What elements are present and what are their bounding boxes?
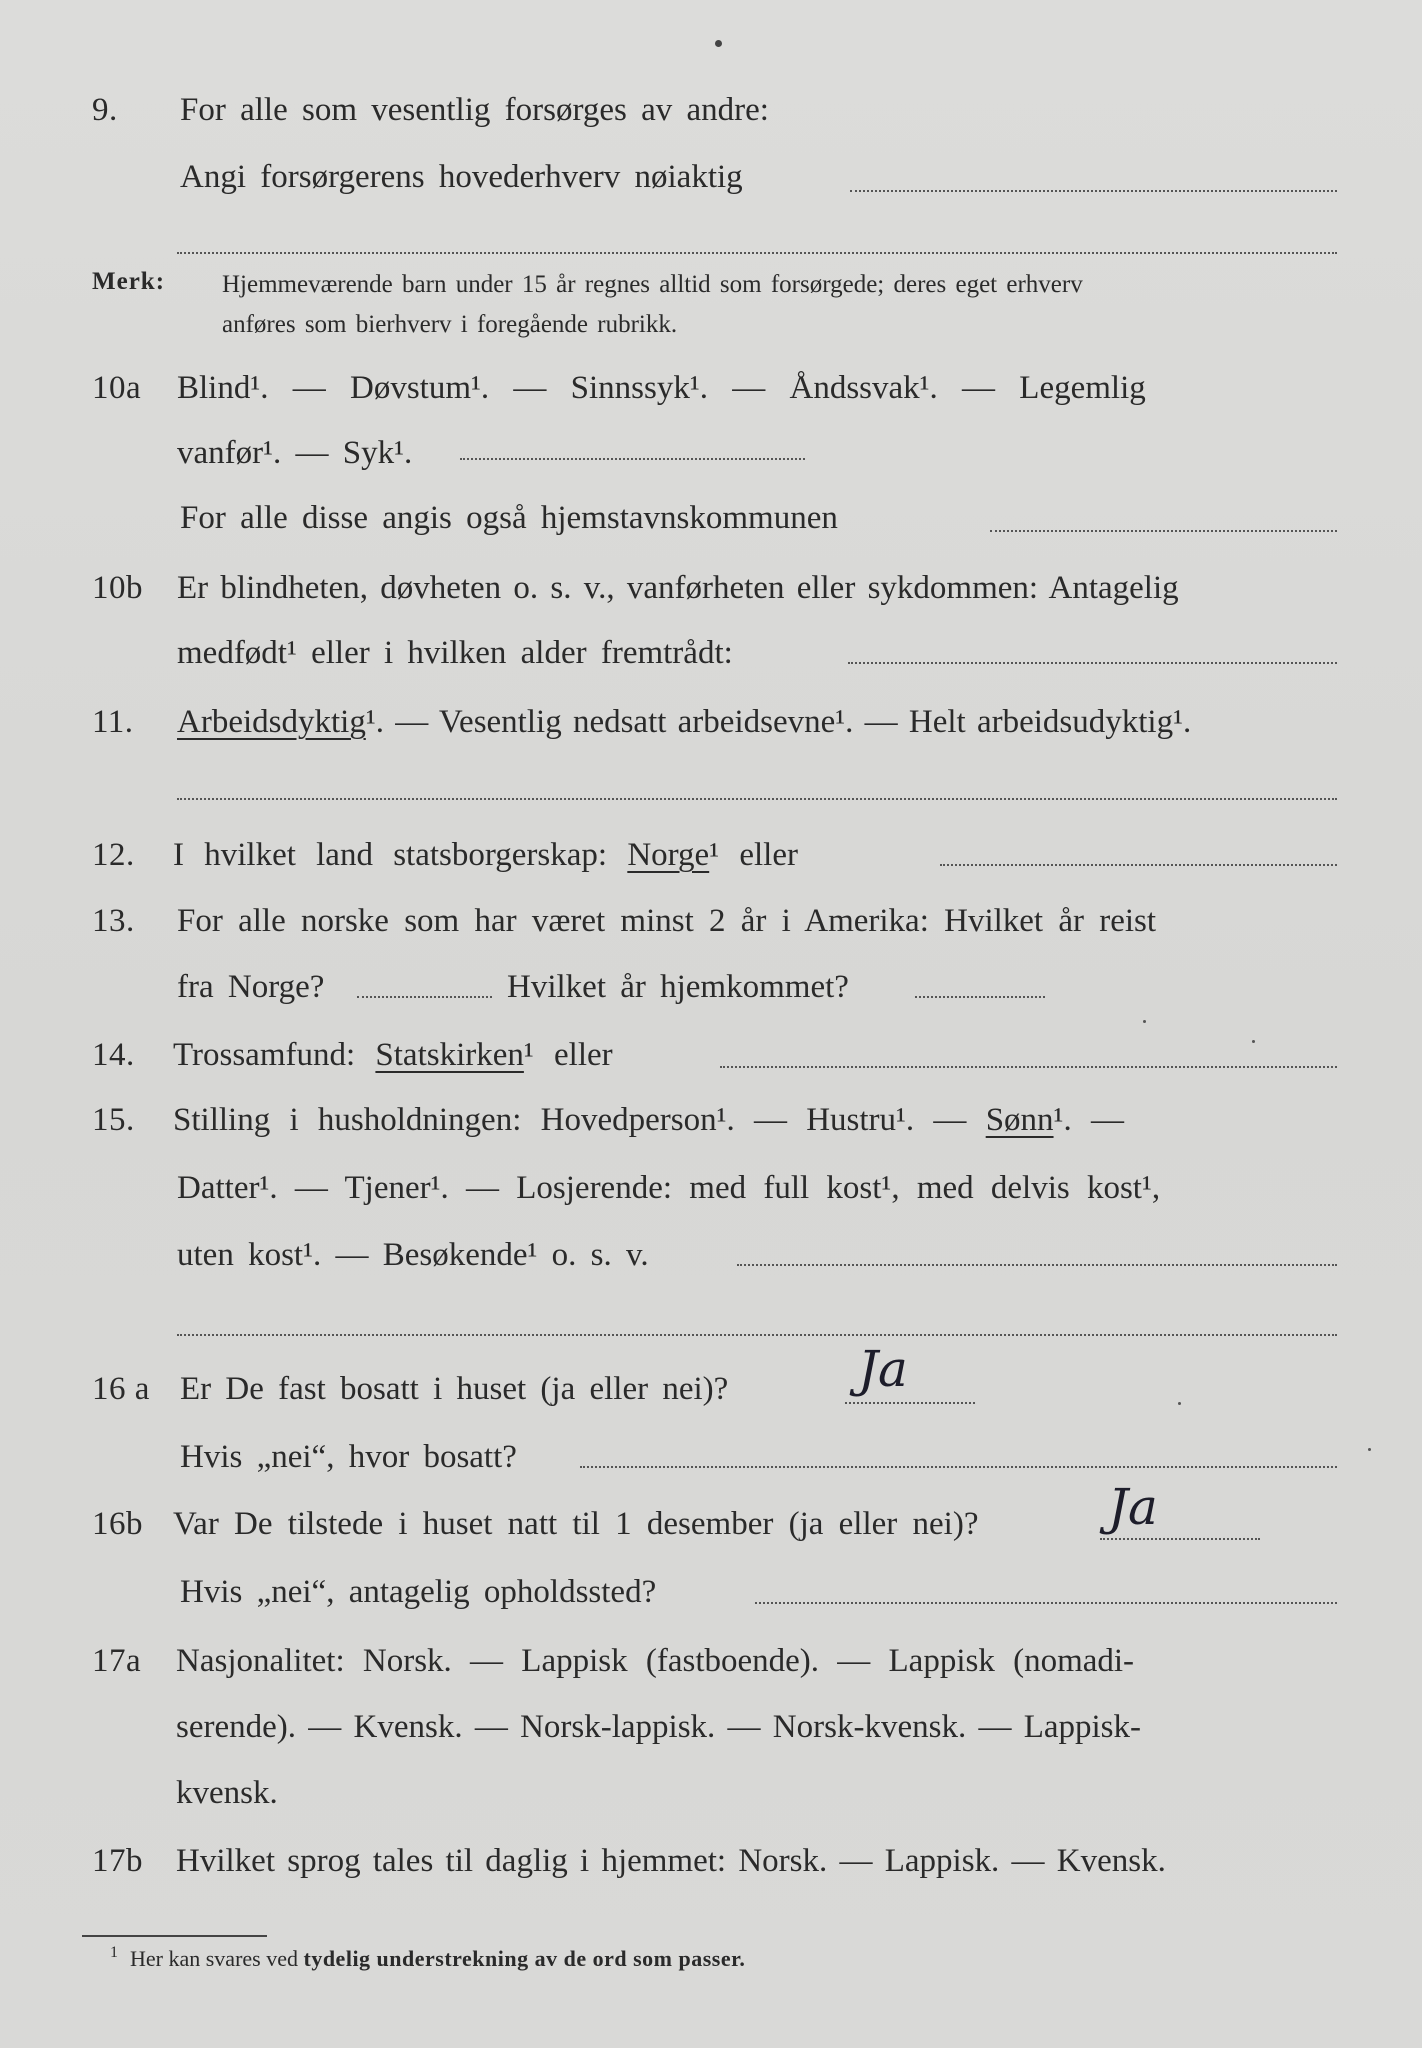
q16a-text-line1: Er De fast bosatt i huset (ja eller nei)? xyxy=(180,1371,729,1407)
q15-sonn-underlined[interactable]: Sønn xyxy=(985,1102,1054,1138)
q16a-answer-line[interactable] xyxy=(845,1402,975,1404)
q17a-number: 17a xyxy=(92,1643,142,1679)
q16b-number: 16b xyxy=(92,1506,143,1542)
q15-answer-line[interactable] xyxy=(737,1264,1337,1266)
merk-text-line1: Hjemmeværende barn under 15 år regnes alltid som forsørgede; deres eget erhverv xyxy=(222,271,1083,298)
q10b-text-line2: medfødt¹ eller i hvilken alder fremtrådt: xyxy=(177,635,733,671)
footnote-text: Her kan svares ved xyxy=(130,1946,298,1971)
q10b-number: 10b xyxy=(92,570,143,606)
merk-text-line2: anføres som bierhverv i foregående rubrikk. xyxy=(222,311,678,338)
q13-text-line2a: fra Norge? xyxy=(177,969,325,1005)
q10a-text-line2: vanfør¹. — Syk¹. xyxy=(177,435,413,471)
scan-speck xyxy=(1252,1040,1255,1043)
q14-text-pre: Trossamfund: xyxy=(173,1037,356,1073)
footnote xyxy=(110,1944,746,1972)
q13-text-line2b: Hvilket år hjemkommet? xyxy=(507,969,849,1005)
q11-number: 11. xyxy=(92,704,134,740)
q13-reist-answer-line[interactable] xyxy=(357,996,492,998)
q17a-text-line3: kvensk. xyxy=(176,1775,278,1811)
q9-answer-line2[interactable] xyxy=(177,252,1337,254)
q16a-handwritten-answer[interactable]: Ja xyxy=(858,1340,908,1398)
scan-speck xyxy=(1368,1448,1371,1451)
q17a-text-line1: Nasjonalitet: Norsk. — Lappisk (fastboende). — Lappisk (nomadi- xyxy=(176,1643,1135,1679)
q9-text-line1: For alle som vesentlig forsørges av andre: xyxy=(180,92,769,128)
q10a-answer-line[interactable] xyxy=(460,458,805,460)
scan-speck xyxy=(1178,1402,1181,1405)
q16b-opholdssted-line[interactable] xyxy=(755,1602,1337,1604)
q17b-text-line1: Hvilket sprog tales til daglig i hjemmet: Norsk. — Lappisk. — Kvensk. xyxy=(176,1843,1166,1879)
q15-text-line1b: ¹. — xyxy=(1053,1102,1124,1138)
q17a-text-line2: serende). — Kvensk. — Norsk-lappisk. — Norsk-kvensk. — Lappisk- xyxy=(176,1709,1142,1745)
q12-text-post: ¹ eller xyxy=(709,837,798,873)
q10b-answer-line[interactable] xyxy=(848,662,1337,664)
q13-hjemkommet-answer-line[interactable] xyxy=(915,996,1045,998)
q16b-text-line2: Hvis „nei“, antagelig opholdssted? xyxy=(180,1574,657,1610)
scan-speck xyxy=(1143,1020,1146,1023)
q10a-number: 10a xyxy=(92,370,142,406)
q12-norge-underlined[interactable]: Norge xyxy=(627,837,710,873)
q9-number: 9. xyxy=(92,92,118,128)
q14-text xyxy=(173,1030,613,1080)
footnote-bold-text: tydelig understrekning av de ord som passer. xyxy=(303,1946,746,1971)
footnote-divider xyxy=(82,1935,267,1937)
q14-number: 14. xyxy=(92,1037,135,1073)
q11-text xyxy=(177,697,1191,747)
q15-number: 15. xyxy=(92,1102,135,1138)
q16b-text-line1: Var De tilstede i huset natt til 1 desember (ja eller nei)? xyxy=(173,1506,979,1542)
q15-text-line3: uten kost¹. — Besøkende¹ o. s. v. xyxy=(177,1237,649,1273)
q16a-number: 16 a xyxy=(92,1371,150,1407)
q11-text-rest: ¹. — Vesentlig nedsatt arbeidsevne¹. — Helt arbeidsudyktig¹. xyxy=(365,704,1192,740)
q16b-answer-line[interactable] xyxy=(1100,1538,1260,1540)
q14-text-post: ¹ eller xyxy=(523,1037,613,1073)
footnote-mark: 1 xyxy=(110,1944,118,1961)
q16b-handwritten-answer[interactable]: Ja xyxy=(1108,1478,1158,1536)
q16a-bosatt-line[interactable] xyxy=(580,1466,1337,1468)
q15-text-line1a: Stilling i husholdningen: Hovedperson¹. — Hustru¹. — xyxy=(173,1102,967,1138)
q16a-text-line2: Hvis „nei“, hvor bosatt? xyxy=(180,1439,517,1475)
q15-text-line2: Datter¹. — Tjener¹. — Losjerende: med full kost¹, med delvis kost¹, xyxy=(177,1170,1161,1206)
q12-text-pre: I hvilket land statsborgerskap: xyxy=(173,837,608,873)
q10a-text-line3: For alle disse angis også hjemstavnskommunen xyxy=(180,500,838,536)
ink-dot xyxy=(715,40,722,47)
q17b-number: 17b xyxy=(92,1843,143,1879)
q12-answer-line[interactable] xyxy=(940,864,1337,866)
q11-arbeidsdyktig-underlined[interactable]: Arbeidsdyktig xyxy=(177,704,366,740)
q13-text-line1: For alle norske som har været minst 2 år i Amerika: Hvilket år reist xyxy=(177,903,1157,939)
q15-text-line1 xyxy=(173,1095,1124,1145)
q14-statskirken-underlined[interactable]: Statskirken xyxy=(375,1037,524,1073)
q9-answer-line[interactable] xyxy=(850,190,1337,192)
q9-text-line2: Angi forsørgerens hovederhverv nøiaktig xyxy=(180,159,743,195)
q10a-text-line1: Blind¹. — Døvstum¹. — Sinnssyk¹. — Åndssvak¹. — Legemlig xyxy=(177,370,1146,406)
merk-label: Merk: xyxy=(92,268,166,295)
q10a-hjemstavn-line[interactable] xyxy=(990,530,1337,532)
q10b-text-line1: Er blindheten, døvheten o. s. v., vanførheten eller sykdommen: Antagelig xyxy=(177,570,1179,606)
q13-number: 13. xyxy=(92,903,135,939)
q14-answer-line[interactable] xyxy=(720,1066,1337,1068)
q11-answer-line[interactable] xyxy=(177,798,1337,800)
q12-number: 12. xyxy=(92,837,135,873)
q12-text xyxy=(173,830,798,880)
q15-answer-line2[interactable] xyxy=(177,1334,1337,1336)
